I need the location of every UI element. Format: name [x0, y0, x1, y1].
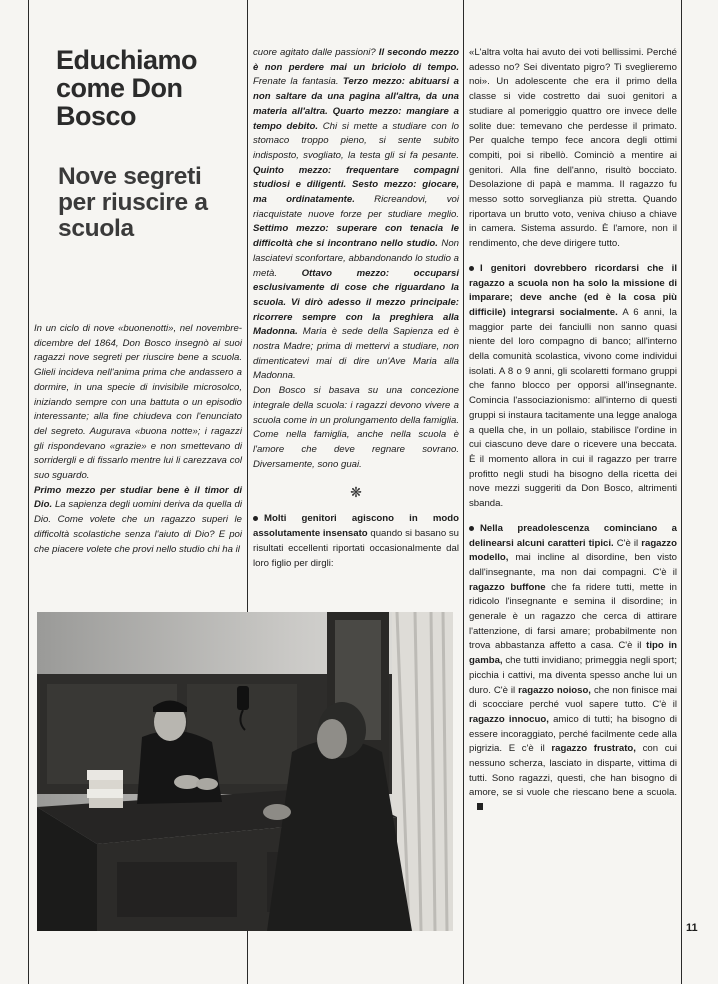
text-fragment: con cui nessuno scherza, lasciato in disparte, vittima di tutti. Sono ragazzi, questi, che han bisogno di amore, se si vuole che riescano bene a scuola.	[469, 743, 678, 799]
social-integration-lead: I genitori dovrebbero ricordarsi che il ragazzo a scuola non ha solo la missione di imparare; deve anche (ed è la cosa più difficile) integrarsi socialmente.	[469, 262, 677, 318]
text-fragment: C'è il	[616, 537, 639, 549]
type-frustrated-boy: ragazzo frustrato,	[551, 743, 636, 755]
text-fragment: che fa ridere tutti, mette in ridicolo l'insegnante e semina il disordine; in generale è un ragazzo che cerca di attirare l'attenzione, di farsi amare; probabilmente non trova abbastanza affetto a casa. C'è il	[469, 581, 677, 652]
second-means-lead: Il secondo mezzo è non perdere mai un briciolo di tempo.	[253, 47, 459, 73]
text-fragment: Maria è sede della Sapienza ed è nostra Madre; prima di mettervi a studiare, non dimenticatevi mai di dire un'Ave Maria alla Madonna.	[253, 326, 460, 382]
fifth-means-lead: Quinto mezzo: frequentare compagni studiosi e diligenti.	[253, 164, 459, 191]
parents-lead: Molti genitori agiscono in modo assolutamente insensato	[253, 513, 459, 540]
column-3	[469, 46, 677, 816]
photo-illustration	[37, 612, 453, 931]
parents-paragraph	[253, 512, 459, 571]
character-types-paragraph	[469, 522, 677, 816]
text-fragment: che tutti invidiano; primeggia negli sport; picchia i cattivi, ma diventa spesso anche lui un duro. C'è il	[469, 655, 677, 696]
means-paragraph	[253, 46, 459, 384]
fourth-means-lead: Quarto mezzo: mangiare a tempo debito.	[253, 105, 459, 132]
parents-body: quando si basano su risultati eccellenti riportati occasionalmente dal loro figlio per dirgli:	[253, 528, 460, 569]
text-fragment: amico di tutti; ha bisogno di essere incoraggiato, perché facilmente cede alla pigrizia. E c'è il	[469, 713, 677, 755]
bullet-icon	[253, 516, 258, 521]
first-means-body: La sapienza degli uomini deriva da quella di Dio. Come volete che un ragazzo superi le difficoltà scolastiche senza l'aiuto di Dio? E poi che piacere volete che provi nello studio chi ha il	[34, 499, 243, 555]
type-smart-boy: tipo in gamba,	[469, 640, 677, 667]
column-2	[253, 46, 459, 571]
type-model-boy: ragazzo modello,	[469, 537, 677, 564]
text-fragment: che non finisce mai di scocciare perché vuol sapere tutto. C'è il	[469, 684, 678, 711]
type-annoying-boy: ragazzo noioso,	[518, 684, 591, 696]
bullet-icon	[469, 266, 474, 271]
sixth-means-lead: Sesto mezzo: giocare, ma ordinatamente.	[253, 179, 459, 206]
column-1	[34, 322, 242, 557]
article-subtitle: Nove segreti per riuscire a scuola	[58, 163, 208, 242]
text-fragment: Frenate la fantasia.	[253, 76, 339, 88]
section-separator-icon: ❋	[350, 484, 362, 501]
page-number: 11	[686, 922, 698, 934]
column-rule-right	[681, 0, 682, 984]
third-means-lead: Terzo mezzo: abituarsi a non saltare da una pagina all'altra, da una materia all'altra.	[253, 76, 459, 117]
anecdote-paragraph: «L'altra volta hai avuto dei voti bellissimi. Perché adesso no? Sei diventato pigro? Ti sveglieremo noi». Un adolescente che era il primo della classe si vide costretto dai suoi genitori a studiare al pomeriggio quattro ore invece delle solite due: temevano che perdesse il primato. Per qualche tempo fece ancora degli ottimi compiti, poi si ribellò. Cominciò a mentire ai genitori. Alla fine dell'anno, risultò bocciato. Desolazione di papà e mamma. Il ragazzo fu messo sotto sorveglianza più stretta. Quando riportava un brutto voto, veniva chiuso a chiave in camera. Sistema assurdo. È l'amore, non il rendimento, che deve dirigere tutto.	[469, 47, 677, 250]
social-integration-paragraph	[469, 262, 677, 512]
seventh-means-lead: Settimo mezzo: superare con tenacia le difficoltà che si incontrano nello studio.	[253, 223, 459, 250]
type-clown-boy: ragazzo buffone	[469, 581, 546, 593]
text-fragment: Chi si mette a studiare con lo stomaco troppo pieno, si sente subito indisposto, svogliato, la testa gli si fa pesante.	[253, 120, 460, 161]
text-fragment: Ricreandovi, voi riacquistate nuove forze per studiare meglio.	[253, 194, 459, 220]
text-fragment: Non lasciatevi sconfortare, abbandonando lo studio a metà.	[253, 238, 459, 279]
first-means-lead: Primo mezzo per studiar bene è il timor di Dio.	[34, 484, 242, 511]
character-types-lead: Nella preadolescenza cominciano a delinearsi alcuni caratteri tipici.	[469, 522, 677, 549]
eighth-means-lead: Ottavo mezzo: occuparsi esclusivamente di cose che riguardano la scuola.	[253, 267, 459, 308]
text-fragment: mai incline al disordine, ben visto dall'insegnante, ma non dai compagni. C'è il	[469, 552, 677, 578]
end-of-article-icon	[477, 803, 483, 810]
photo-priest-and-student	[37, 612, 453, 931]
article-title: Educhiamo come Don Bosco	[56, 45, 198, 131]
column-rule-center-right	[463, 0, 464, 984]
type-harmless-boy: ragazzo innocuo,	[469, 713, 549, 725]
first-means-paragraph	[34, 484, 242, 558]
intro-paragraph: In un ciclo di nove «buonenotti», nel novembre-dicembre del 1864, Don Bosco insegnò ai suoi ragazzi nove segreti per riuscire bene a scuola. Glieli incideva nell'anima prima che andassero a dormire, in una specie di invisibile microsolco, iniziando sempre con una battuta o un episodio interessante; alla fine chiudeva con l'enunciato del segreto. Augurava «buona notte»; i ragazzi gli rispondevano «grazie» e non smettevano di sorridergli e di fissarlo mentre lui li carezzava col suo sguardo.	[34, 323, 242, 482]
column-rule-left	[28, 0, 29, 984]
integral-school-paragraph: Don Bosco si basava su una concezione integrale della scuola: i ragazzi devono vivere a scuola come in un prolungamento della famiglia. Come nella famiglia, anche nella scuola è l'amore che deve regnare sovrano. Diversamente, sono guai.	[253, 385, 459, 470]
social-integration-body: A 6 anni, la maggior parte dei fanciulli non sanno quasi niente del loro compagno di banco; all'interno della comunità scolastica, vivono come individui isolati. A 8 o 9 anni, gli scolaretti formano gruppi che fanno blocco per opporsi all'insegnante. Comincia l'associazionismo: all'interno di questi gruppi si instaura tacitamente una legge analoga a quella che, in un pollaio, stabilisce l'ordine in cui ciascuno deve dare o ricevere una beccata. È il momento allora in cui il ragazzo per trarre profitto negli studi ha bisogno della ricetta dei nove mezzi suggeriti da Don Bosco, altrimenti sbanda.	[469, 306, 677, 510]
bullet-icon	[469, 526, 474, 531]
ninth-means-lead: Vi dirò adesso il mezzo principale: ricorrere sempre con la preghiera alla Madonna.	[253, 296, 459, 338]
text-fragment: cuore agitato dalle passioni?	[253, 47, 376, 58]
